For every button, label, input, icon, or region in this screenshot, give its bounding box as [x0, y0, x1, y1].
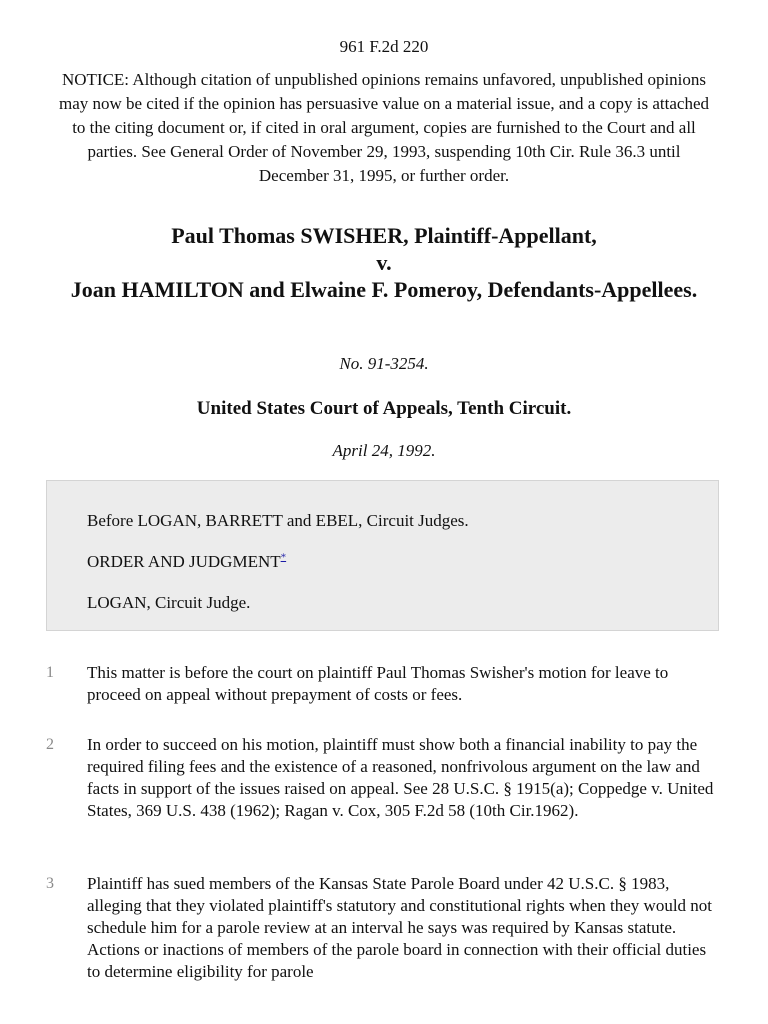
case-citation: 961 F.2d 220: [339, 37, 429, 56]
paragraph-text: Plaintiff has sued members of the Kansas State Parole Board under 42 U.S.C. § 1983, alleging that they violated plaintiff's statutory and constitutional rights when they would not schedule him for a parole review at an interval he says was required by Kansas statute. Actions or inactions of members of the parole board in connection with their official duties to determine eligibility for parole: [87, 874, 713, 981]
case-caption: [60, 222, 708, 303]
order-and-judgment-label: ORDER AND JUDGMENT: [87, 552, 281, 571]
decision-date: April 24, 1992.: [332, 441, 436, 460]
footnote-link[interactable]: *: [280, 551, 287, 564]
defendants-line: Joan HAMILTON and Elwaine F. Pomeroy, Defendants-Appellees.: [70, 277, 698, 302]
versus-line: v.: [376, 250, 392, 275]
paragraph-number: 2: [46, 736, 54, 753]
unpublished-notice: NOTICE: Although citation of unpublished opinions remains unfavored, unpublished opinions may now be cited if the opinion has persuasive value on a material issue, and a copy is attached to the citing document or, if cited in oral argument, copies are furnished to the Court and all parties. See General Order of November 29, 1993, suspending 10th Cir. Rule 36.3 until December 31, 1995, or further order.: [58, 70, 710, 185]
judges-panel: [46, 480, 719, 631]
paragraph-number: 1: [46, 664, 54, 681]
order-and-judgment-line: [87, 551, 286, 573]
paragraph-text: This matter is before the court on plaintiff Paul Thomas Swisher's motion for leave to proceed on appeal without prepayment of costs or fees.: [87, 663, 669, 704]
paragraph-text: In order to succeed on his motion, plaintiff must show both a financial inability to pay the required filing fees and the existence of a reasoned, nonfrivolous argument on the law and facts in support of the issues raised on appeal. See 28 U.S.C. § 1915(a); Coppedge v. United States, 369 U.S. 438 (1962); Ragan v. Cox, 305 F.2d 58 (10th Cir.1962).: [87, 735, 714, 820]
docket-number: No. 91-3254.: [339, 354, 429, 373]
paragraph-number: 3: [46, 875, 54, 892]
authoring-judge-line: LOGAN, Circuit Judge.: [87, 593, 251, 612]
court-name: United States Court of Appeals, Tenth Circuit.: [196, 398, 572, 419]
panel-before-line: Before LOGAN, BARRETT and EBEL, Circuit Judges.: [87, 511, 469, 530]
plaintiff-line: Paul Thomas SWISHER, Plaintiff-Appellant,: [171, 223, 597, 248]
